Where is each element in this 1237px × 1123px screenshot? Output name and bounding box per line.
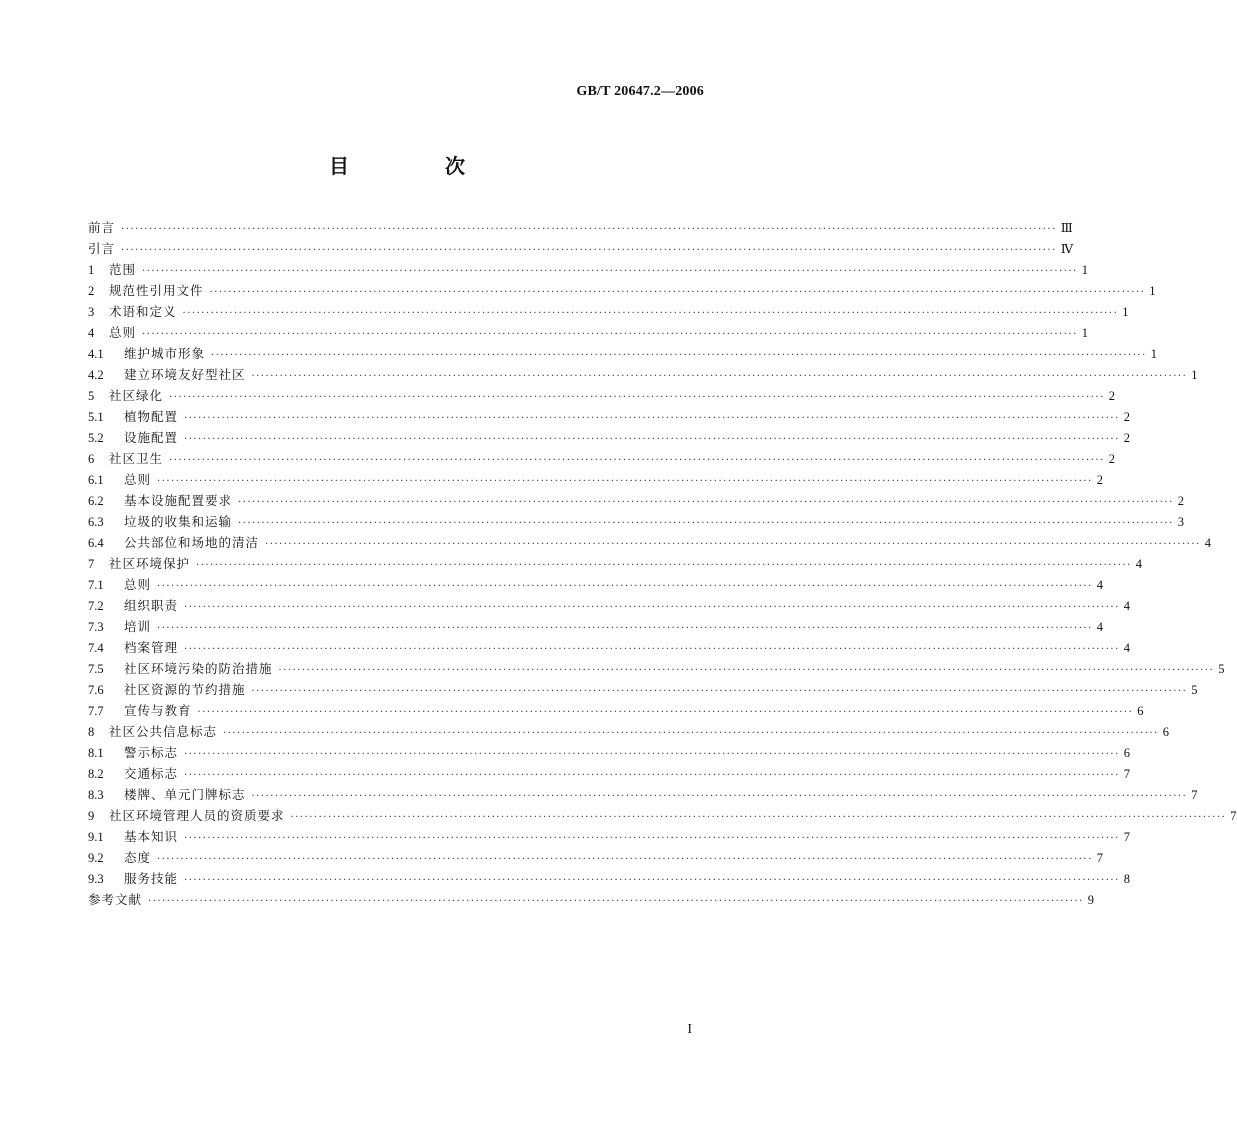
toc-entry[interactable] (88, 343, 1158, 364)
toc-entry[interactable] (88, 532, 1212, 553)
toc-entry-label: 社区资源的节约措施 (124, 682, 246, 697)
toc-entry-page: 2 (1123, 410, 1131, 424)
toc-entry-label: 警示标志 (124, 745, 179, 760)
toc-entry[interactable] (88, 637, 1131, 658)
toc-entry-number: 6.3 (88, 515, 104, 529)
toc-leader-dots: ········································································································································································································ (157, 476, 1093, 487)
toc-entry-label: 宣传与教育 (124, 703, 192, 718)
toc-leader-dots: ········································································································································································································ (157, 854, 1093, 865)
toc-entry[interactable] (88, 322, 1089, 343)
toc-leader-dots: ········································································································································································································ (142, 329, 1078, 340)
toc-entry-label: 植物配置 (124, 409, 179, 424)
toc-entry-page: Ⅲ (1060, 221, 1073, 235)
toc-entry[interactable] (88, 595, 1131, 616)
toc-entry-page: 2 (1123, 431, 1131, 445)
toc-title: 目 次 (329, 154, 503, 178)
toc-entry-page: 7 (1230, 809, 1237, 823)
toc-entry[interactable] (88, 364, 1198, 385)
toc-entry-number: 7 (88, 557, 95, 571)
toc-entry-label: 档案管理 (124, 640, 179, 655)
toc-entry-label: 规范性引用文件 (109, 283, 204, 298)
toc-leader-dots: ········································································································································································································ (184, 644, 1120, 655)
toc-entry-page: 2 (1177, 494, 1185, 508)
toc-entry[interactable] (88, 700, 1144, 721)
toc-entry-number: 7.7 (88, 704, 104, 718)
toc-entry-page: 7 (1123, 830, 1131, 844)
toc-entry[interactable] (88, 805, 1237, 826)
toc-entry-page: 7 (1123, 767, 1131, 781)
toc-entry-number: 2 (88, 284, 95, 298)
toc-entry-number: 7.5 (88, 662, 104, 676)
toc-entry-page: 4 (1123, 599, 1131, 613)
toc-leader-dots: ········································································································································································································ (265, 539, 1201, 550)
toc-entry[interactable] (88, 868, 1131, 889)
toc-leader-dots: ········································································································································································································ (251, 371, 1188, 382)
toc-leader-dots: ········································································································································································································ (184, 413, 1120, 424)
toc-entry-label: 垃圾的收集和运输 (124, 514, 233, 529)
toc-entry-number: 9 (88, 809, 95, 823)
toc-leader-dots: ········································································································································································································ (209, 287, 1146, 298)
toc-entry-page: 2 (1108, 389, 1116, 403)
toc-entry[interactable] (88, 301, 1129, 322)
toc-entry[interactable] (88, 385, 1116, 406)
toc-leader-dots: ········································································································································································································ (184, 770, 1120, 781)
toc-entry-number: 4.2 (88, 368, 104, 382)
toc-leader-dots: ········································································································································································································ (223, 728, 1159, 739)
toc-leader-dots: ········································································································································································································ (238, 518, 1174, 529)
toc-entry-page: Ⅳ (1060, 242, 1074, 256)
toc-leader-dots: ········································································································································································································ (251, 791, 1188, 802)
table-of-contents (88, 217, 1237, 910)
toc-entry-label: 总则 (124, 472, 152, 487)
toc-leader-dots: ········································································································································································································ (197, 707, 1134, 718)
toc-entry-number: 9.2 (88, 851, 104, 865)
toc-entry[interactable] (88, 238, 1074, 259)
toc-entry-page: 1 (1081, 263, 1089, 277)
toc-entry-label: 术语和定义 (109, 304, 177, 319)
toc-entry[interactable] (88, 889, 1095, 910)
toc-entry-label: 建立环境友好型社区 (124, 367, 246, 382)
toc-leader-dots: ········································································································································································································ (211, 350, 1147, 361)
toc-entry[interactable] (88, 427, 1131, 448)
page-number: I (687, 1022, 692, 1037)
toc-entry-page: 7 (1191, 788, 1198, 802)
toc-entry-page: 1 (1122, 305, 1129, 319)
toc-entry-number: 5.2 (88, 431, 104, 445)
toc-leader-dots: ········································································································································································································ (184, 833, 1120, 844)
toc-leader-dots: ········································································································································································································ (182, 308, 1119, 319)
toc-leader-dots: ········································································································································································································ (290, 812, 1227, 823)
toc-leader-dots: ········································································································································································································ (278, 665, 1215, 676)
toc-entry-number: 4 (88, 326, 95, 340)
toc-entry-label: 社区环境保护 (109, 556, 191, 571)
toc-entry-label: 基本设施配置要求 (124, 493, 233, 508)
toc-entry-label: 社区环境管理人员的资质要求 (109, 808, 285, 823)
toc-entry[interactable] (88, 763, 1131, 784)
toc-entry-label: 社区卫生 (109, 451, 164, 466)
toc-entry[interactable] (88, 742, 1131, 763)
toc-entry-page: 2 (1108, 452, 1116, 466)
toc-entry-number: 6 (88, 452, 95, 466)
toc-entry-page: 6 (1137, 704, 1144, 718)
toc-entry-page: 9 (1087, 893, 1095, 907)
toc-entry-number: 6.4 (88, 536, 104, 550)
toc-entry[interactable] (88, 448, 1116, 469)
toc-entry-number: 1 (88, 263, 95, 277)
toc-entry-page: 6 (1162, 725, 1170, 739)
toc-entry-label: 服务技能 (124, 871, 179, 886)
toc-entry[interactable] (88, 511, 1185, 532)
toc-entry[interactable] (88, 280, 1156, 301)
toc-entry-number: 4.1 (88, 347, 104, 361)
toc-entry[interactable] (88, 217, 1073, 238)
toc-entry-label: 公共部位和场地的清洁 (124, 535, 260, 550)
toc-entry-page: 5 (1218, 662, 1225, 676)
toc-entry-number: 7.6 (88, 683, 104, 697)
toc-leader-dots: ········································································································································································································ (251, 686, 1188, 697)
toc-entry[interactable] (88, 784, 1198, 805)
toc-leader-dots: ········································································································································································································ (169, 455, 1105, 466)
toc-entry-number: 6.2 (88, 494, 104, 508)
toc-entry-page: 5 (1191, 683, 1198, 697)
toc-entry-number: 8.2 (88, 767, 104, 781)
toc-entry-label: 维护城市形象 (124, 346, 206, 361)
standard-code: GB/T 20647.2—2006 (576, 84, 704, 99)
toc-entry-page: 3 (1177, 515, 1185, 529)
toc-entry-number: 5 (88, 389, 95, 403)
toc-entry-label: 范围 (109, 262, 137, 277)
toc-entry-page: 4 (1123, 641, 1131, 655)
toc-entry-number: 9.3 (88, 872, 104, 886)
toc-leader-dots: ········································································································································································································ (184, 875, 1120, 886)
toc-leader-dots: ········································································································································································································ (169, 392, 1105, 403)
toc-entry-label: 社区公共信息标志 (109, 724, 218, 739)
toc-leader-dots: ········································································································································································································ (196, 560, 1132, 571)
toc-entry-page: 4 (1096, 620, 1104, 634)
toc-entry-label: 社区绿化 (109, 388, 164, 403)
toc-entry[interactable] (88, 658, 1225, 679)
toc-leader-dots: ········································································································································································································ (142, 266, 1078, 277)
toc-leader-dots: ········································································································································································································ (148, 896, 1084, 907)
toc-entry-label: 态度 (124, 850, 152, 865)
toc-entry-page: 4 (1135, 557, 1143, 571)
toc-leader-dots: ········································································································································································································ (184, 602, 1120, 613)
toc-entry-label: 参考文献 (88, 892, 143, 907)
toc-entry[interactable] (88, 490, 1185, 511)
toc-entry-number: 8 (88, 725, 95, 739)
toc-entry-page: 4 (1204, 536, 1212, 550)
toc-entry[interactable] (88, 553, 1143, 574)
toc-entry[interactable] (88, 679, 1198, 700)
toc-entry[interactable] (88, 259, 1089, 280)
toc-entry-page: 2 (1096, 473, 1104, 487)
toc-entry-page: 1 (1191, 368, 1198, 382)
toc-entry[interactable] (88, 574, 1104, 595)
toc-entry-number: 7.4 (88, 641, 104, 655)
toc-entry-page: 4 (1096, 578, 1104, 592)
toc-entry-number: 9.1 (88, 830, 104, 844)
toc-entry-number: 8.1 (88, 746, 104, 760)
toc-entry-page: 1 (1150, 347, 1158, 361)
toc-entry-label: 引言 (88, 241, 116, 256)
toc-entry[interactable] (88, 826, 1131, 847)
toc-entry-page: 6 (1123, 746, 1131, 760)
toc-entry-number: 3 (88, 305, 95, 319)
toc-entry-number: 7.2 (88, 599, 104, 613)
toc-entry-label: 楼牌、单元门牌标志 (124, 787, 246, 802)
toc-entry-label: 总则 (109, 325, 137, 340)
toc-entry[interactable] (88, 721, 1170, 742)
toc-leader-dots: ········································································································································································································ (157, 623, 1093, 634)
toc-leader-dots: ········································································································································································································ (157, 581, 1093, 592)
toc-entry-label: 设施配置 (124, 430, 179, 445)
toc-entry-label: 交通标志 (124, 766, 179, 781)
toc-entry-number: 7.3 (88, 620, 104, 634)
toc-entry-number: 6.1 (88, 473, 104, 487)
toc-entry-number: 5.1 (88, 410, 104, 424)
toc-leader-dots: ········································································································································································································ (121, 224, 1057, 235)
toc-entry[interactable] (88, 847, 1104, 868)
toc-entry-page: 7 (1096, 851, 1104, 865)
toc-entry-label: 总则 (124, 577, 152, 592)
toc-entry-label: 社区环境污染的防治措施 (124, 661, 273, 676)
toc-leader-dots: ········································································································································································································ (121, 245, 1057, 256)
toc-entry-page: 1 (1081, 326, 1089, 340)
toc-entry-label: 培训 (124, 619, 152, 634)
toc-entry-label: 基本知识 (124, 829, 179, 844)
toc-entry[interactable] (88, 469, 1104, 490)
toc-entry-label: 组织职责 (124, 598, 179, 613)
toc-entry-number: 8.3 (88, 788, 104, 802)
toc-entry-label: 前言 (88, 220, 116, 235)
toc-entry-number: 7.1 (88, 578, 104, 592)
toc-leader-dots: ········································································································································································································ (238, 497, 1174, 508)
toc-entry-page: 8 (1123, 872, 1131, 886)
toc-leader-dots: ········································································································································································································ (184, 434, 1120, 445)
toc-entry[interactable] (88, 616, 1104, 637)
toc-entry-page: 1 (1149, 284, 1156, 298)
toc-entry[interactable] (88, 406, 1131, 427)
toc-leader-dots: ········································································································································································································ (184, 749, 1120, 760)
